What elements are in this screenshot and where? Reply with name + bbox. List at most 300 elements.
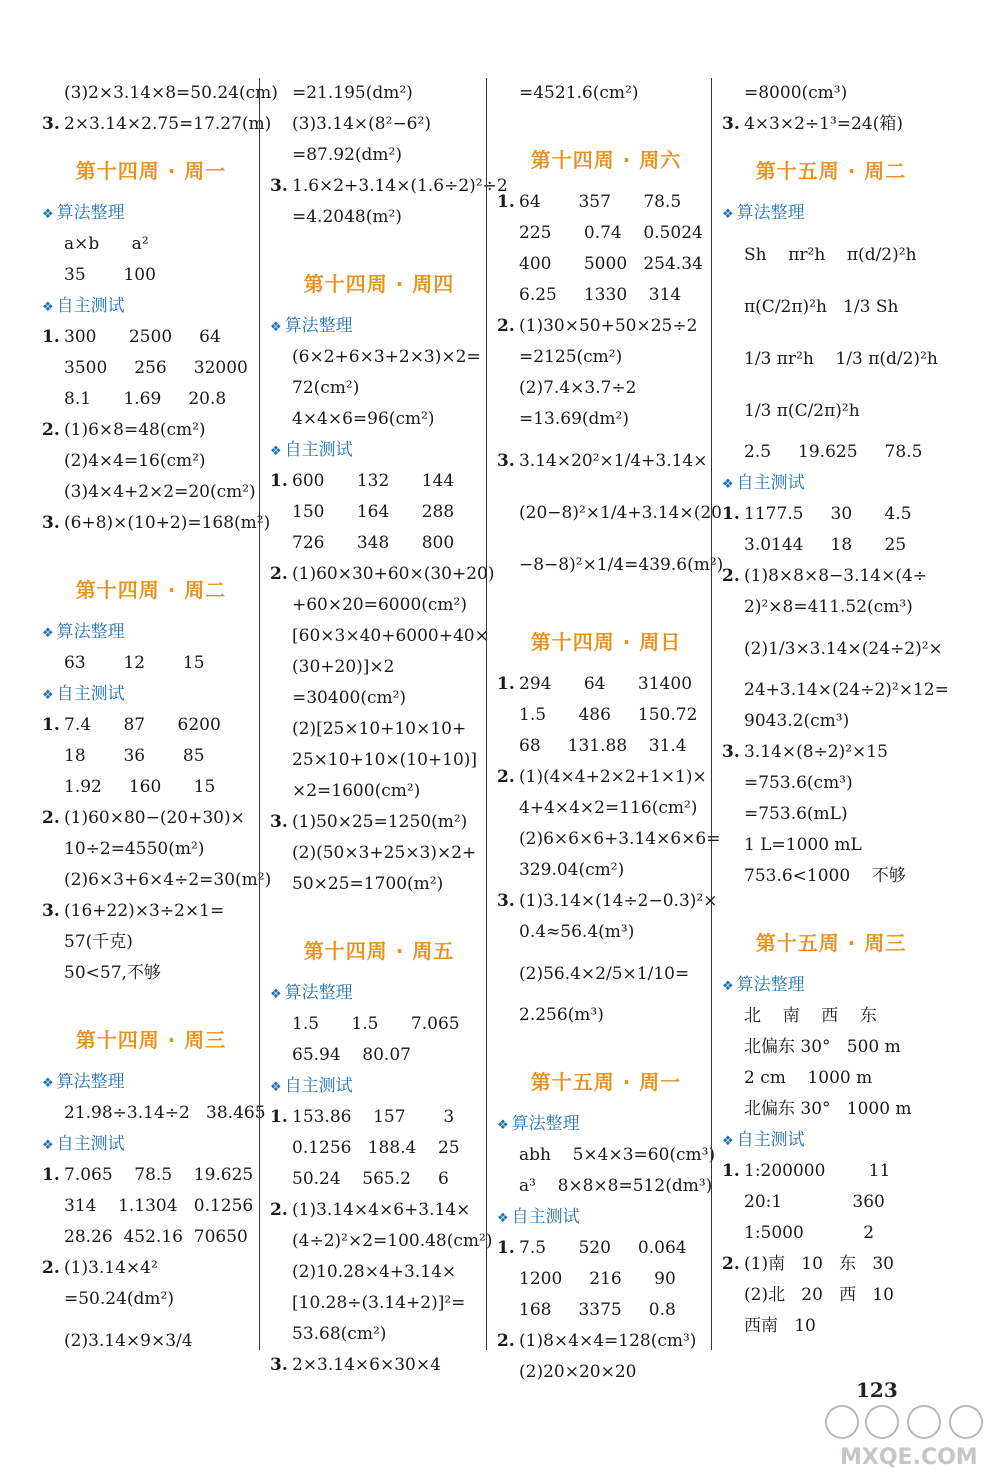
- question-number: 2.: [497, 1331, 515, 1351]
- subsection-label: [270, 311, 488, 342]
- subsection-label-text: 自主测试: [56, 296, 125, 316]
- section-heading: 第十四周 · 周五: [303, 939, 455, 963]
- spacer: [722, 892, 940, 912]
- subsection-label: [270, 1071, 488, 1102]
- answer-line: [497, 1326, 715, 1357]
- subsection-label: [270, 435, 488, 466]
- answer-line: [270, 404, 488, 435]
- answer-line: [42, 958, 260, 989]
- answer-line: [42, 1315, 260, 1367]
- question-number: 3.: [722, 114, 740, 134]
- answer-line: [42, 1222, 260, 1253]
- answer-text: π(C/2π)²h 1/3 Sh: [744, 297, 899, 317]
- answer-text: (1)60×30+60×(30+20): [292, 564, 495, 584]
- answer-text: 3500 256 32000: [64, 358, 248, 378]
- answer-line: [497, 1264, 715, 1295]
- section-heading: 第十四周 · 周一: [75, 159, 227, 183]
- question-number: 3.: [42, 513, 60, 533]
- answer-line: [497, 78, 715, 109]
- answer-text: (3)4×4+2×2=20(cm²): [64, 482, 256, 502]
- diamond-bullet-icon: ❖: [42, 300, 54, 315]
- answer-line: [42, 78, 278, 109]
- subsection-label: [42, 1067, 260, 1098]
- answer-text: 3.14×(8÷2)²×15: [744, 742, 888, 762]
- question-number: 3.: [722, 742, 740, 762]
- answer-text: 10÷2=4550(m²): [64, 839, 205, 859]
- answer-line: [497, 824, 721, 855]
- question-number: 2.: [722, 566, 740, 586]
- answer-text: (1)30×50+50×25÷2: [519, 316, 698, 336]
- answer-line: [270, 590, 488, 621]
- answer-line: [270, 838, 488, 869]
- answer-line: [722, 1063, 940, 1094]
- diamond-bullet-icon: ❖: [722, 477, 734, 492]
- diamond-bullet-icon: ❖: [42, 1138, 54, 1153]
- answer-text: 1.92 160 15: [64, 777, 216, 797]
- answer-line: [42, 260, 260, 291]
- answer-line: [722, 768, 940, 799]
- question-number: 2.: [497, 316, 515, 336]
- answer-line: [722, 437, 940, 468]
- answer-text: (1)(4×4+2×2+1×1)×: [519, 767, 707, 787]
- answer-line: [497, 487, 722, 539]
- answer-text: 1:200000 11: [744, 1161, 891, 1181]
- answer-line: [42, 477, 260, 508]
- answer-line: [722, 78, 940, 109]
- subsection-label-text: 自主测试: [56, 684, 125, 704]
- answer-line: [270, 1319, 488, 1350]
- answer-line: [42, 415, 260, 446]
- answer-text: (2)4×4=16(cm²): [64, 451, 206, 471]
- column-divider: [486, 78, 487, 1350]
- answer-text: 50<57,不够: [64, 963, 161, 983]
- subsection-label-text: 算法整理: [56, 203, 125, 223]
- answer-text: (1)60×80−(20+30)×: [64, 808, 245, 828]
- answer-text: (2)1/3×3.14×(24÷2)²×: [744, 639, 943, 659]
- answer-column-1: [42, 78, 278, 1367]
- answer-column-4: [722, 78, 949, 1342]
- answer-line: [722, 1156, 940, 1187]
- section-heading: 第十四周 · 周四: [303, 272, 455, 296]
- question-number: 1.: [722, 1161, 740, 1181]
- answer-text: 300 2500 64: [64, 327, 221, 347]
- page-number: 123: [856, 1378, 898, 1402]
- answer-text: (1)3.14×4×6+3.14×: [292, 1200, 471, 1220]
- diamond-bullet-icon: ❖: [497, 1211, 509, 1226]
- answer-line: [270, 497, 488, 528]
- answer-text: =50.24(dm²): [64, 1289, 174, 1309]
- answer-text: 24+3.14×(24÷2)²×12=: [744, 680, 949, 700]
- answer-line: [722, 1249, 940, 1280]
- answer-line: [270, 652, 488, 683]
- answer-text: 53.68(cm²): [292, 1324, 387, 1344]
- answer-line: [270, 869, 488, 900]
- answer-text: (30+20)]×2: [292, 657, 395, 677]
- subsection-label-text: 算法整理: [284, 983, 353, 1003]
- answer-text: 1:5000 2: [744, 1223, 875, 1243]
- answer-column-2: [270, 78, 508, 1381]
- answer-line: [497, 1000, 715, 1031]
- question-number: 1.: [270, 471, 288, 491]
- answer-text: 726 348 800: [292, 533, 455, 553]
- answer-line: [722, 561, 940, 592]
- answer-text: =4.2048(m²): [292, 207, 402, 227]
- answer-text: 7.065 78.5 19.625: [64, 1165, 254, 1185]
- answer-text: (1)8×8×8−3.14×(4÷: [744, 566, 928, 586]
- answer-text: =87.92(dm²): [292, 145, 402, 165]
- question-number: 1.: [42, 715, 60, 735]
- answer-text: 64 357 78.5: [519, 192, 682, 212]
- answer-line: [270, 78, 488, 109]
- question-number: 1.: [42, 1165, 60, 1185]
- diamond-bullet-icon: ❖: [497, 1118, 509, 1133]
- diamond-bullet-icon: ❖: [722, 207, 734, 222]
- answer-text: 7.5 520 0.064: [519, 1238, 687, 1258]
- answer-text: 2)²×8=411.52(cm³): [744, 597, 913, 617]
- answer-line: [270, 1009, 488, 1040]
- subsection-label-text: 自主测试: [736, 1130, 805, 1150]
- answer-text: 0.4≈56.4(m³): [519, 922, 635, 942]
- answer-line: [270, 1288, 488, 1319]
- diamond-bullet-icon: ❖: [270, 320, 282, 335]
- answer-line: [722, 1094, 940, 1125]
- answer-line: [42, 322, 260, 353]
- answer-text: (1)南 10 东 30: [744, 1254, 894, 1274]
- answer-line: [497, 1140, 715, 1171]
- answer-text: 314 1.1304 0.1256: [64, 1196, 254, 1216]
- answer-line: [270, 1040, 488, 1071]
- answer-line: [497, 280, 715, 311]
- answer-line: [42, 384, 260, 415]
- answer-text: 2.5 19.625 78.5: [744, 442, 923, 462]
- answer-line: [42, 1191, 260, 1222]
- spacer: [270, 233, 488, 253]
- answer-line: [42, 927, 260, 958]
- answer-text: 4×4×6=96(cm²): [292, 409, 435, 429]
- answer-text: 2×3.14×2.75=17.27(m): [64, 114, 272, 134]
- answer-text: 225 0.74 0.5024: [519, 223, 703, 243]
- answer-text: 50.24 565.2 6: [292, 1169, 449, 1189]
- column-divider: [711, 78, 712, 1350]
- answer-text: 0.1256 188.4 25: [292, 1138, 460, 1158]
- answer-line: [722, 623, 943, 675]
- answer-text: 1/3 π(C/2π)²h: [744, 401, 860, 421]
- section-heading: 第十四周 · 周日: [530, 630, 682, 654]
- question-number: 2.: [270, 564, 288, 584]
- subsection-label: [497, 1109, 715, 1140]
- answer-text: (6×2+6×3+2×3)×2=: [292, 347, 481, 367]
- answer-text: 1200 216 90: [519, 1269, 676, 1289]
- answer-text: =753.6(cm³): [744, 773, 853, 793]
- answer-line: [497, 1233, 715, 1264]
- question-number: 2.: [497, 767, 515, 787]
- watermark-logo: [820, 1400, 990, 1472]
- answer-text: =753.6(mL): [744, 804, 848, 824]
- answer-line: [42, 741, 260, 772]
- answer-line: [497, 793, 715, 824]
- answer-text: (1)50×25=1250(m²): [292, 812, 468, 832]
- answer-text: 57(千克): [64, 932, 133, 952]
- answer-line: [270, 1133, 488, 1164]
- answer-text: 4+4×4×2=116(cm²): [519, 798, 698, 818]
- answer-text: 294 64 31400: [519, 674, 693, 694]
- section-heading: 第十四周 · 周六: [530, 148, 682, 172]
- answer-line: [497, 731, 715, 762]
- answer-line: [722, 1311, 940, 1342]
- answer-text: a×b a²: [64, 234, 149, 254]
- answer-text: 68 131.88 31.4: [519, 736, 687, 756]
- answer-line: [497, 249, 715, 280]
- answer-line: [722, 229, 940, 281]
- subsection-label-text: 算法整理: [284, 316, 353, 336]
- answer-line: [42, 865, 272, 896]
- answer-text: (2)6×3+6×4÷2=30(m²): [64, 870, 272, 890]
- answer-line: [497, 669, 715, 700]
- answer-line: [270, 745, 488, 776]
- answer-text: ×2=1600(cm²): [292, 781, 421, 801]
- answer-line: [42, 834, 260, 865]
- answer-text: 9043.2(cm³): [744, 711, 850, 731]
- answer-line: [42, 109, 272, 140]
- answer-line: [497, 1171, 715, 1202]
- answer-line: [722, 530, 940, 561]
- answer-text: 西南 10: [744, 1316, 816, 1336]
- diamond-bullet-icon: ❖: [722, 1134, 734, 1149]
- answer-line: [270, 559, 495, 590]
- answer-line: [497, 373, 715, 404]
- question-number: 2.: [722, 1254, 740, 1274]
- answer-line: [722, 861, 940, 892]
- subsection-label: [42, 198, 260, 229]
- answer-text: 北偏东 30° 1000 m: [744, 1099, 912, 1119]
- answer-line: [42, 1160, 260, 1191]
- answer-line: [497, 1357, 715, 1388]
- answer-line: [497, 435, 715, 487]
- question-number: 3.: [42, 114, 60, 134]
- subsection-label-text: 自主测试: [736, 473, 805, 493]
- answer-line: [722, 499, 940, 530]
- answer-line: [42, 446, 260, 477]
- answer-line: [42, 508, 271, 539]
- subsection-label-text: 算法整理: [56, 622, 125, 642]
- answer-text: (2)北 20 西 10: [744, 1285, 894, 1305]
- question-number: 2.: [42, 808, 60, 828]
- section-heading: 第十五周 · 周二: [755, 159, 907, 183]
- subsection-label: [270, 978, 488, 1009]
- spacer: [497, 591, 715, 611]
- answer-line: [722, 1218, 940, 1249]
- answer-line: [722, 1187, 940, 1218]
- answer-line: [497, 187, 715, 218]
- answer-text: 1.6×2+3.14×(1.6÷2)²÷2: [292, 176, 508, 196]
- answer-text: [60×3×40+6000+40×: [292, 626, 489, 646]
- answer-text: =30400(cm²): [292, 688, 407, 708]
- answer-line: [497, 311, 715, 342]
- question-number: 1.: [497, 1238, 515, 1258]
- answer-line: [497, 700, 715, 731]
- answer-line: [42, 1284, 260, 1315]
- answer-text: =4521.6(cm²): [519, 83, 639, 103]
- answer-line: [270, 1226, 493, 1257]
- subsection-label: [722, 198, 940, 229]
- answer-line: [722, 109, 940, 140]
- subsection-label-text: 自主测试: [56, 1134, 125, 1154]
- subsection-label-text: 算法整理: [511, 1114, 580, 1134]
- answer-line: [270, 621, 488, 652]
- answer-line: [270, 528, 488, 559]
- answer-line: [722, 333, 940, 385]
- question-number: 1.: [722, 504, 740, 524]
- answer-line: [722, 737, 940, 768]
- answer-line: [497, 917, 715, 948]
- answer-line: [722, 385, 940, 437]
- answer-text: 168 3375 0.8: [519, 1300, 676, 1320]
- answer-line: [722, 1001, 940, 1032]
- answer-text: 北 南 西 东: [744, 1006, 877, 1026]
- answer-text: 2×3.14×6×30×4: [292, 1355, 441, 1375]
- answer-line: [722, 1032, 940, 1063]
- answer-text: (16+22)×3÷2×1=: [64, 901, 225, 921]
- answer-text: (3)3.14×(8²−6²): [292, 114, 431, 134]
- answer-line: [497, 404, 715, 435]
- answer-text: 2.256(m³): [519, 1005, 604, 1025]
- answer-line: [270, 140, 488, 171]
- answer-text: 753.6<1000 不够: [744, 866, 906, 886]
- answer-line: [42, 803, 260, 834]
- question-number: 3.: [497, 451, 515, 471]
- answer-text: 35 100: [64, 265, 156, 285]
- answer-line: [270, 1257, 488, 1288]
- answer-line: [270, 776, 488, 807]
- answer-text: =2125(cm²): [519, 347, 623, 367]
- answer-text: Sh πr²h π(d/2)²h: [744, 245, 917, 265]
- subsection-label-text: 自主测试: [284, 440, 353, 460]
- question-number: 2.: [270, 1200, 288, 1220]
- answer-line: [497, 948, 715, 1000]
- answer-line: [722, 281, 940, 333]
- diamond-bullet-icon: ❖: [270, 987, 282, 1002]
- answer-text: (1)8×4×4=128(cm³): [519, 1331, 697, 1351]
- spacer: [270, 900, 488, 920]
- answer-text: −8−8)²×1/4=439.6(m²): [519, 555, 724, 575]
- question-number: 3.: [270, 176, 288, 196]
- answer-text: 20:1 360: [744, 1192, 885, 1212]
- answer-line: [42, 710, 260, 741]
- answer-text: +60×20=6000(cm²): [292, 595, 467, 615]
- answer-text: 6.25 1330 314: [519, 285, 682, 305]
- question-number: 1.: [497, 674, 515, 694]
- answer-line: [270, 1164, 488, 1195]
- answer-text: 8.1 1.69 20.8: [64, 389, 227, 409]
- answer-text: 63 12 15: [64, 653, 205, 673]
- answer-line: [42, 772, 260, 803]
- answer-text: abh 5×4×3=60(cm³): [519, 1145, 716, 1165]
- answer-line: [42, 1098, 266, 1129]
- answer-text: =21.195(dm²): [292, 83, 413, 103]
- answer-text: 2 cm 1000 m: [744, 1068, 873, 1088]
- answer-text: [10.28÷(3.14+2)]²=: [292, 1293, 466, 1313]
- subsection-label-text: 自主测试: [511, 1207, 580, 1227]
- diamond-bullet-icon: ❖: [42, 1076, 54, 1091]
- answer-text: (2)10.28×4+3.14×: [292, 1262, 457, 1282]
- spacer: [497, 1031, 715, 1051]
- answer-text: a³ 8×8×8=512(dm³): [519, 1176, 713, 1196]
- answer-line: [270, 1102, 488, 1133]
- answer-line: [42, 353, 260, 384]
- answer-text: 1.5 1.5 7.065: [292, 1014, 460, 1034]
- answer-text: 北偏东 30° 500 m: [744, 1037, 901, 1057]
- question-number: 3.: [497, 891, 515, 911]
- question-number: 3.: [270, 1355, 288, 1375]
- answer-text: 50×25=1700(m²): [292, 874, 444, 894]
- subsection-label-text: 自主测试: [284, 1076, 353, 1096]
- subsection-label: [42, 617, 260, 648]
- diamond-bullet-icon: ❖: [42, 207, 54, 222]
- answer-text: (2)20×20×20: [519, 1362, 637, 1382]
- answer-line: [722, 675, 949, 706]
- answer-line: [270, 1350, 488, 1381]
- subsection-label-text: 算法整理: [736, 975, 805, 995]
- answer-text: 1177.5 30 4.5: [744, 504, 912, 524]
- spacer: [497, 109, 715, 129]
- answer-text: (1)3.14×(14÷2−0.3)²×: [519, 891, 718, 911]
- question-number: 1.: [270, 1107, 288, 1127]
- answer-line: [42, 1253, 260, 1284]
- answer-column-3: [497, 78, 724, 1388]
- answer-line: [497, 1295, 715, 1326]
- column-divider: [259, 78, 260, 1350]
- answer-text: (2)(50×3+25×3)×2+: [292, 843, 477, 863]
- spacer: [42, 539, 260, 559]
- section-heading: 第十五周 · 周三: [755, 931, 907, 955]
- answer-text: 1/3 πr²h 1/3 π(d/2)²h: [744, 349, 938, 369]
- answer-line: [270, 466, 488, 497]
- answer-text: (2)56.4×2/5×1/10=: [519, 964, 690, 984]
- answer-line: [497, 342, 715, 373]
- section-heading: 第十五周 · 周一: [530, 1070, 682, 1094]
- answer-line: [497, 218, 715, 249]
- answer-text: 72(cm²): [292, 378, 360, 398]
- answer-text: 21.98÷3.14÷2 38.465: [64, 1103, 266, 1123]
- answer-line: [270, 714, 488, 745]
- spacer: [42, 989, 260, 1009]
- answer-line: [722, 1280, 940, 1311]
- answer-line: [270, 202, 488, 233]
- answer-text: =13.69(dm²): [519, 409, 629, 429]
- subsection-label: [42, 1129, 260, 1160]
- answer-line: [42, 896, 260, 927]
- answer-text: 600 132 144: [292, 471, 455, 491]
- answer-text: 25×10+10×(10+10)]: [292, 750, 478, 770]
- answer-text: (1)3.14×4²: [64, 1258, 158, 1278]
- diamond-bullet-icon: ❖: [42, 688, 54, 703]
- answer-line: [722, 706, 940, 737]
- answer-text: 28.26 452.16 70650: [64, 1227, 248, 1247]
- subsection-label: [722, 970, 940, 1001]
- answer-line: [497, 886, 718, 917]
- answer-line: [42, 648, 260, 679]
- section-heading: 第十四周 · 周二: [75, 578, 227, 602]
- answer-text: (1)6×8=48(cm²): [64, 420, 206, 440]
- answer-text: (6+8)×(10+2)=168(m²): [64, 513, 271, 533]
- subsection-label: [722, 468, 940, 499]
- answer-text: 65.94 80.07: [292, 1045, 411, 1065]
- answer-text: 150 164 288: [292, 502, 455, 522]
- answer-text: 18 36 85: [64, 746, 205, 766]
- subsection-label-text: 算法整理: [56, 1072, 125, 1092]
- answer-line: [722, 592, 940, 623]
- question-number: 3.: [270, 812, 288, 832]
